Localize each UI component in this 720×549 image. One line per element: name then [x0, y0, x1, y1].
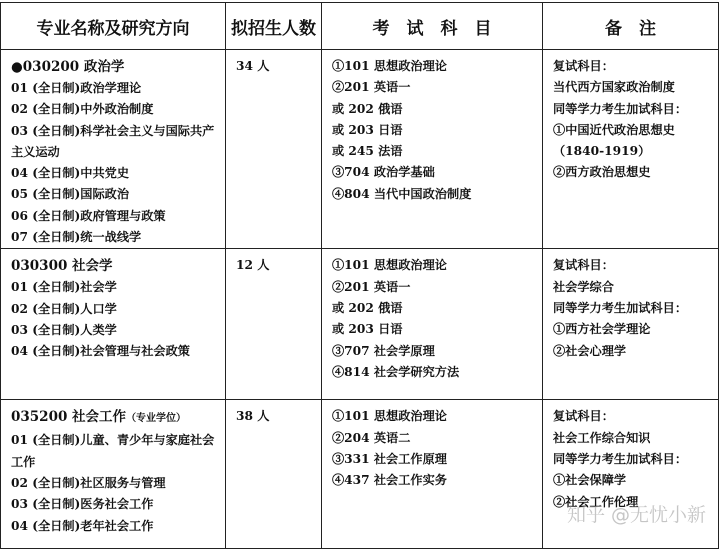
- header-exams: 考 试 科 目: [322, 3, 543, 50]
- direction-item: 03 (全日制)人类学: [11, 322, 117, 337]
- exam-item: ④814 社会学研究方法: [332, 364, 460, 379]
- major-cell: [1, 249, 226, 400]
- exam-item: 或 203 日语: [332, 322, 403, 337]
- direction-item: 04 (全日制)社会管理与社会政策: [11, 344, 190, 359]
- notes-cell: [543, 249, 719, 400]
- header-notes: 备 注: [543, 3, 719, 50]
- note-item: 复试科目：: [553, 409, 614, 424]
- exams-cell: [322, 50, 543, 249]
- quota-value: 38 人: [236, 409, 270, 424]
- quota-cell: [226, 50, 322, 249]
- note-item: （1840-1919）: [553, 144, 651, 159]
- quota-value: 34 人: [236, 59, 270, 73]
- exam-item: 或 203 日语: [332, 122, 403, 137]
- note-item: ①中国近代政治思想史: [553, 122, 675, 137]
- major-cell: [1, 400, 226, 549]
- note-item: 社会学综合: [553, 279, 614, 294]
- note-item: ②社会心理学: [553, 343, 627, 358]
- quota-value: 12 人: [236, 258, 270, 273]
- note-item: 当代西方国家政治制度: [553, 80, 675, 95]
- note-item: 复试科目：: [553, 258, 614, 273]
- quota-cell: [226, 249, 322, 400]
- direction-item: 07 (全日制)统一战线学: [11, 230, 142, 245]
- exam-item: 或 202 俄语: [332, 101, 403, 116]
- direction-item: 03 (全日制)科学社会主义与国际共产主义运动: [11, 123, 215, 159]
- direction-item: 06 (全日制)政府管理与政策: [11, 208, 166, 223]
- exams-cell: [322, 400, 543, 549]
- direction-item: 03 (全日制)医务社会工作: [11, 497, 154, 512]
- header-quota: 拟招生人数: [226, 3, 322, 50]
- note-item: 同等学力考生加试科目：: [553, 451, 688, 466]
- header-major: 专业名称及研究方向: [1, 3, 226, 50]
- major-title: ●030200 政治学: [11, 59, 125, 75]
- direction-item: 04 (全日制)中共党史: [11, 166, 130, 181]
- exam-item: ③707 社会学原理: [332, 343, 435, 358]
- watermark: 知乎 @无忧小新: [566, 504, 706, 526]
- exam-item: ①101 思想政治理论: [332, 258, 447, 273]
- major-title: 035200 社会工作: [11, 409, 127, 426]
- quota-cell: [226, 400, 322, 549]
- exam-item: ③704 政治学基础: [332, 165, 435, 180]
- major-title: 030300 社会学: [11, 258, 113, 275]
- exams-cell: [322, 249, 543, 400]
- note-item: 同等学力考生加试科目：: [553, 101, 688, 116]
- table-header-row: [1, 3, 719, 50]
- note-item: ①西方社会学理论: [553, 322, 651, 337]
- exam-item: ①101 思想政治理论: [332, 409, 447, 424]
- exam-item: ②204 英语二: [332, 430, 411, 445]
- note-item: 社会工作综合知识: [553, 430, 651, 445]
- direction-item: 01 (全日制)社会学: [11, 280, 117, 295]
- exam-item: ④437 社会工作实务: [332, 473, 447, 488]
- direction-item: 02 (全日制)社区服务与管理: [11, 475, 166, 490]
- direction-item: 02 (全日制)人口学: [11, 301, 117, 316]
- major-title-line: [11, 406, 221, 430]
- direction-item: 02 (全日制)中外政治制度: [11, 102, 154, 117]
- exam-item: ②201 英语一: [332, 80, 411, 95]
- admissions-table: [0, 2, 719, 549]
- note-item: ②西方政治思想史: [553, 165, 651, 180]
- direction-item: 01 (全日制)政治学理论: [11, 81, 142, 95]
- exam-item: ③331 社会工作原理: [332, 451, 447, 466]
- note-item: 同等学力考生加试科目：: [553, 300, 688, 315]
- direction-item: 05 (全日制)国际政治: [11, 187, 130, 202]
- direction-item: 01 (全日制)儿童、青少年与家庭社会工作: [11, 433, 215, 469]
- direction-item: 04 (全日制)老年社会工作: [11, 518, 154, 533]
- note-item: ②社会工作伦理: [553, 494, 639, 509]
- exam-item: ④804 当代中国政治制度: [332, 186, 472, 201]
- major-suffix: （专业学位）: [126, 413, 187, 425]
- exam-item: ②201 英语一: [332, 279, 411, 294]
- table-row: [1, 249, 719, 400]
- exam-item: 或 245 法语: [332, 144, 403, 159]
- exam-item: 或 202 俄语: [332, 300, 403, 315]
- note-item: 复试科目：: [553, 59, 614, 73]
- table-row: [1, 50, 719, 249]
- exam-item: ①101 思想政治理论: [332, 59, 447, 73]
- major-cell: [1, 50, 226, 249]
- notes-cell: [543, 50, 719, 249]
- note-item: ①社会保障学: [553, 473, 627, 488]
